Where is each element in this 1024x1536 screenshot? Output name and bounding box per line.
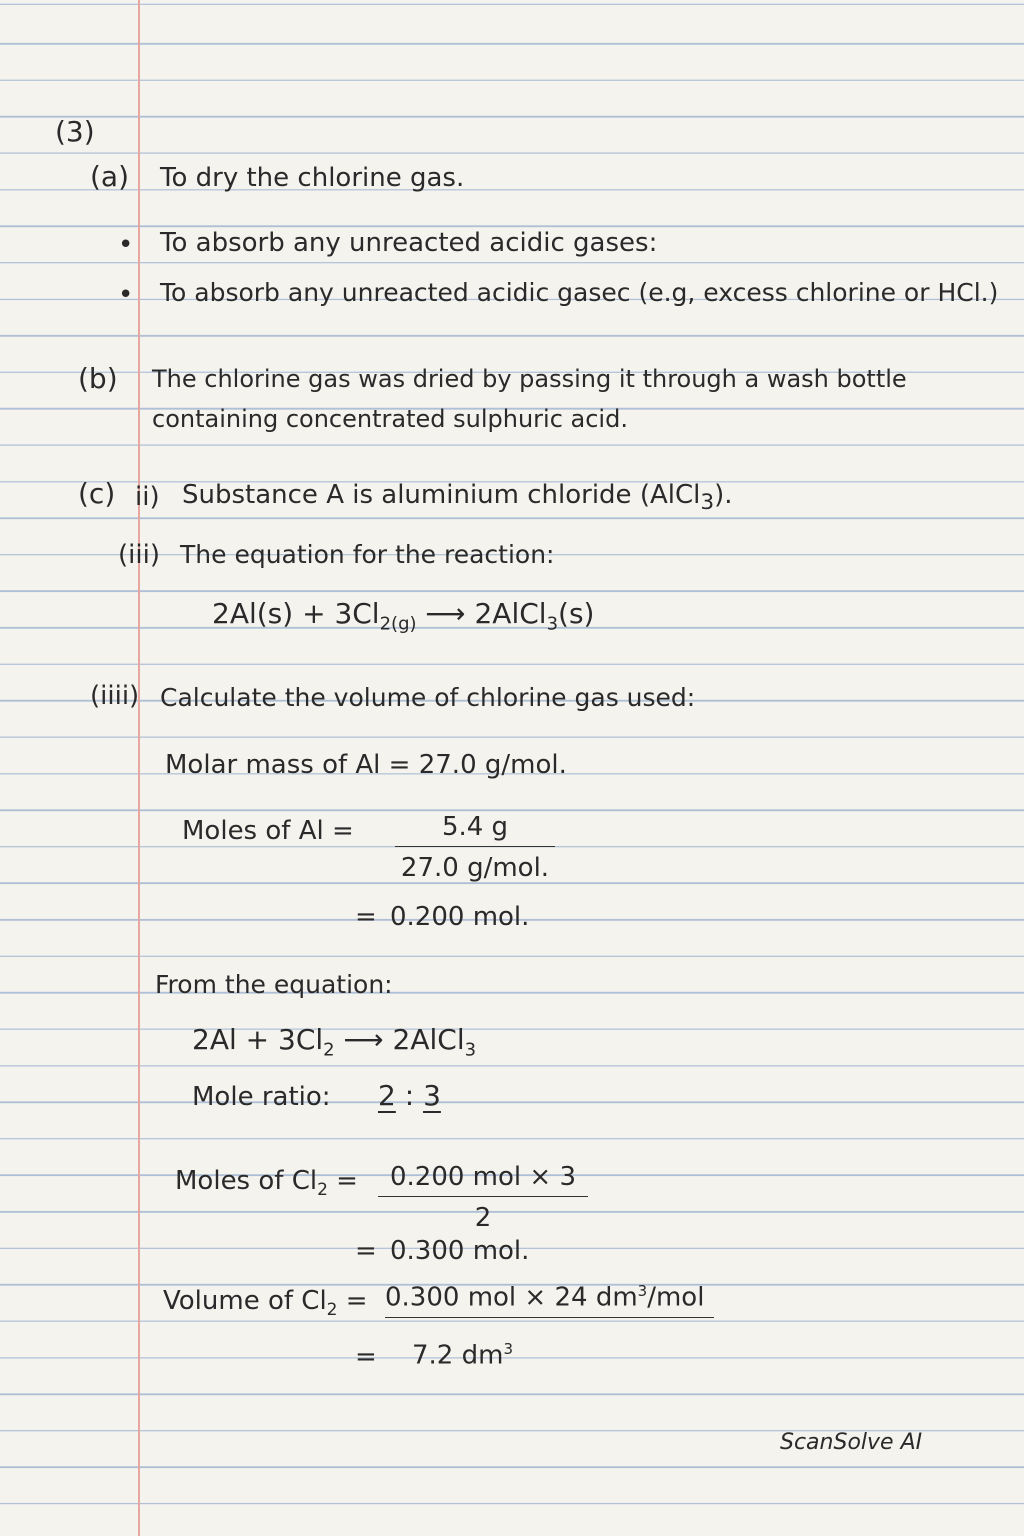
moles-cl-numerator: 0.200 mol × 3 (378, 1162, 588, 1197)
moles-al-result: 0.200 mol. (390, 902, 530, 932)
bullet-icon: • (118, 230, 134, 260)
part-a-bullet2: To absorb any unreacted acidic gasec (e.g, excess chlorine or HCl.) (160, 278, 999, 307)
mole-ratio-label: Mole ratio: (192, 1082, 331, 1112)
volume-cl-equals: = (355, 1342, 377, 1372)
part-c-label: (c) (78, 477, 116, 510)
moles-al-fraction (395, 812, 555, 883)
part-a-label: (a) (90, 160, 130, 193)
moles-cl-denominator: 2 (474, 1203, 492, 1233)
part-b-line1: The chlorine gas was dried by passing it through a wash bottle (152, 365, 907, 393)
moles-al-denominator: 27.0 g/mol. (400, 853, 550, 883)
volume-cl-label: Volume of $Cl_2$ = (163, 1286, 368, 1321)
part-c-ii-label: ii) (135, 482, 160, 512)
moles-cl-fraction (378, 1162, 588, 1233)
part-b-label: (b) (78, 362, 118, 395)
volume-cl-calculation: 0.300 mol × 24 $dm^3$/mol (385, 1284, 714, 1318)
moles-cl-result: 0.300 mol. (390, 1236, 530, 1266)
part-a-bullet1: To absorb any unreacted acidic gases: (160, 228, 658, 258)
margin-line (138, 0, 140, 1536)
part-c-iii-text: The equation for the reaction: (180, 540, 555, 569)
part-a-line1: To dry the chlorine gas. (160, 163, 465, 193)
question-number: (3) (55, 115, 95, 148)
volume-cl-result: 7.2 $dm^3$ (412, 1340, 513, 1371)
moles-cl-equals: = (355, 1236, 377, 1266)
moles-cl-label: Moles of $Cl_2$ = (175, 1166, 358, 1201)
balanced-equation: $2Al + 3Cl_2$ ⟶ 2AlCl$_3$ (192, 1023, 477, 1061)
molar-mass-line: Molar mass of Al = 27.0 g/mol. (165, 750, 567, 780)
moles-al-label: Moles of Al = (182, 816, 354, 846)
mole-ratio-value: 2 : 3 (378, 1079, 441, 1112)
from-equation-heading: From the equation: (155, 970, 393, 999)
part-c-ii-text: Substance A is aluminium chloride (AlCl$_3$). (182, 480, 733, 516)
part-c-iiii-text: Calculate the volume of chlorine gas used: (160, 683, 696, 712)
part-b-line2: containing concentrated sulphuric acid. (152, 405, 628, 433)
moles-al-numerator: 5.4 g (395, 812, 555, 847)
footer-credit: ScanSolve AI (780, 1430, 923, 1455)
moles-al-equals: = (355, 902, 377, 932)
part-c-iii-label: (iii) (118, 540, 160, 570)
part-c-iiii-label: (iiii) (90, 681, 140, 711)
bullet-icon: • (118, 280, 134, 310)
reaction-equation: $2Al(s) + 3Cl_{2(g)}$ ⟶ 2AlCl$_3$(s) (212, 597, 595, 635)
